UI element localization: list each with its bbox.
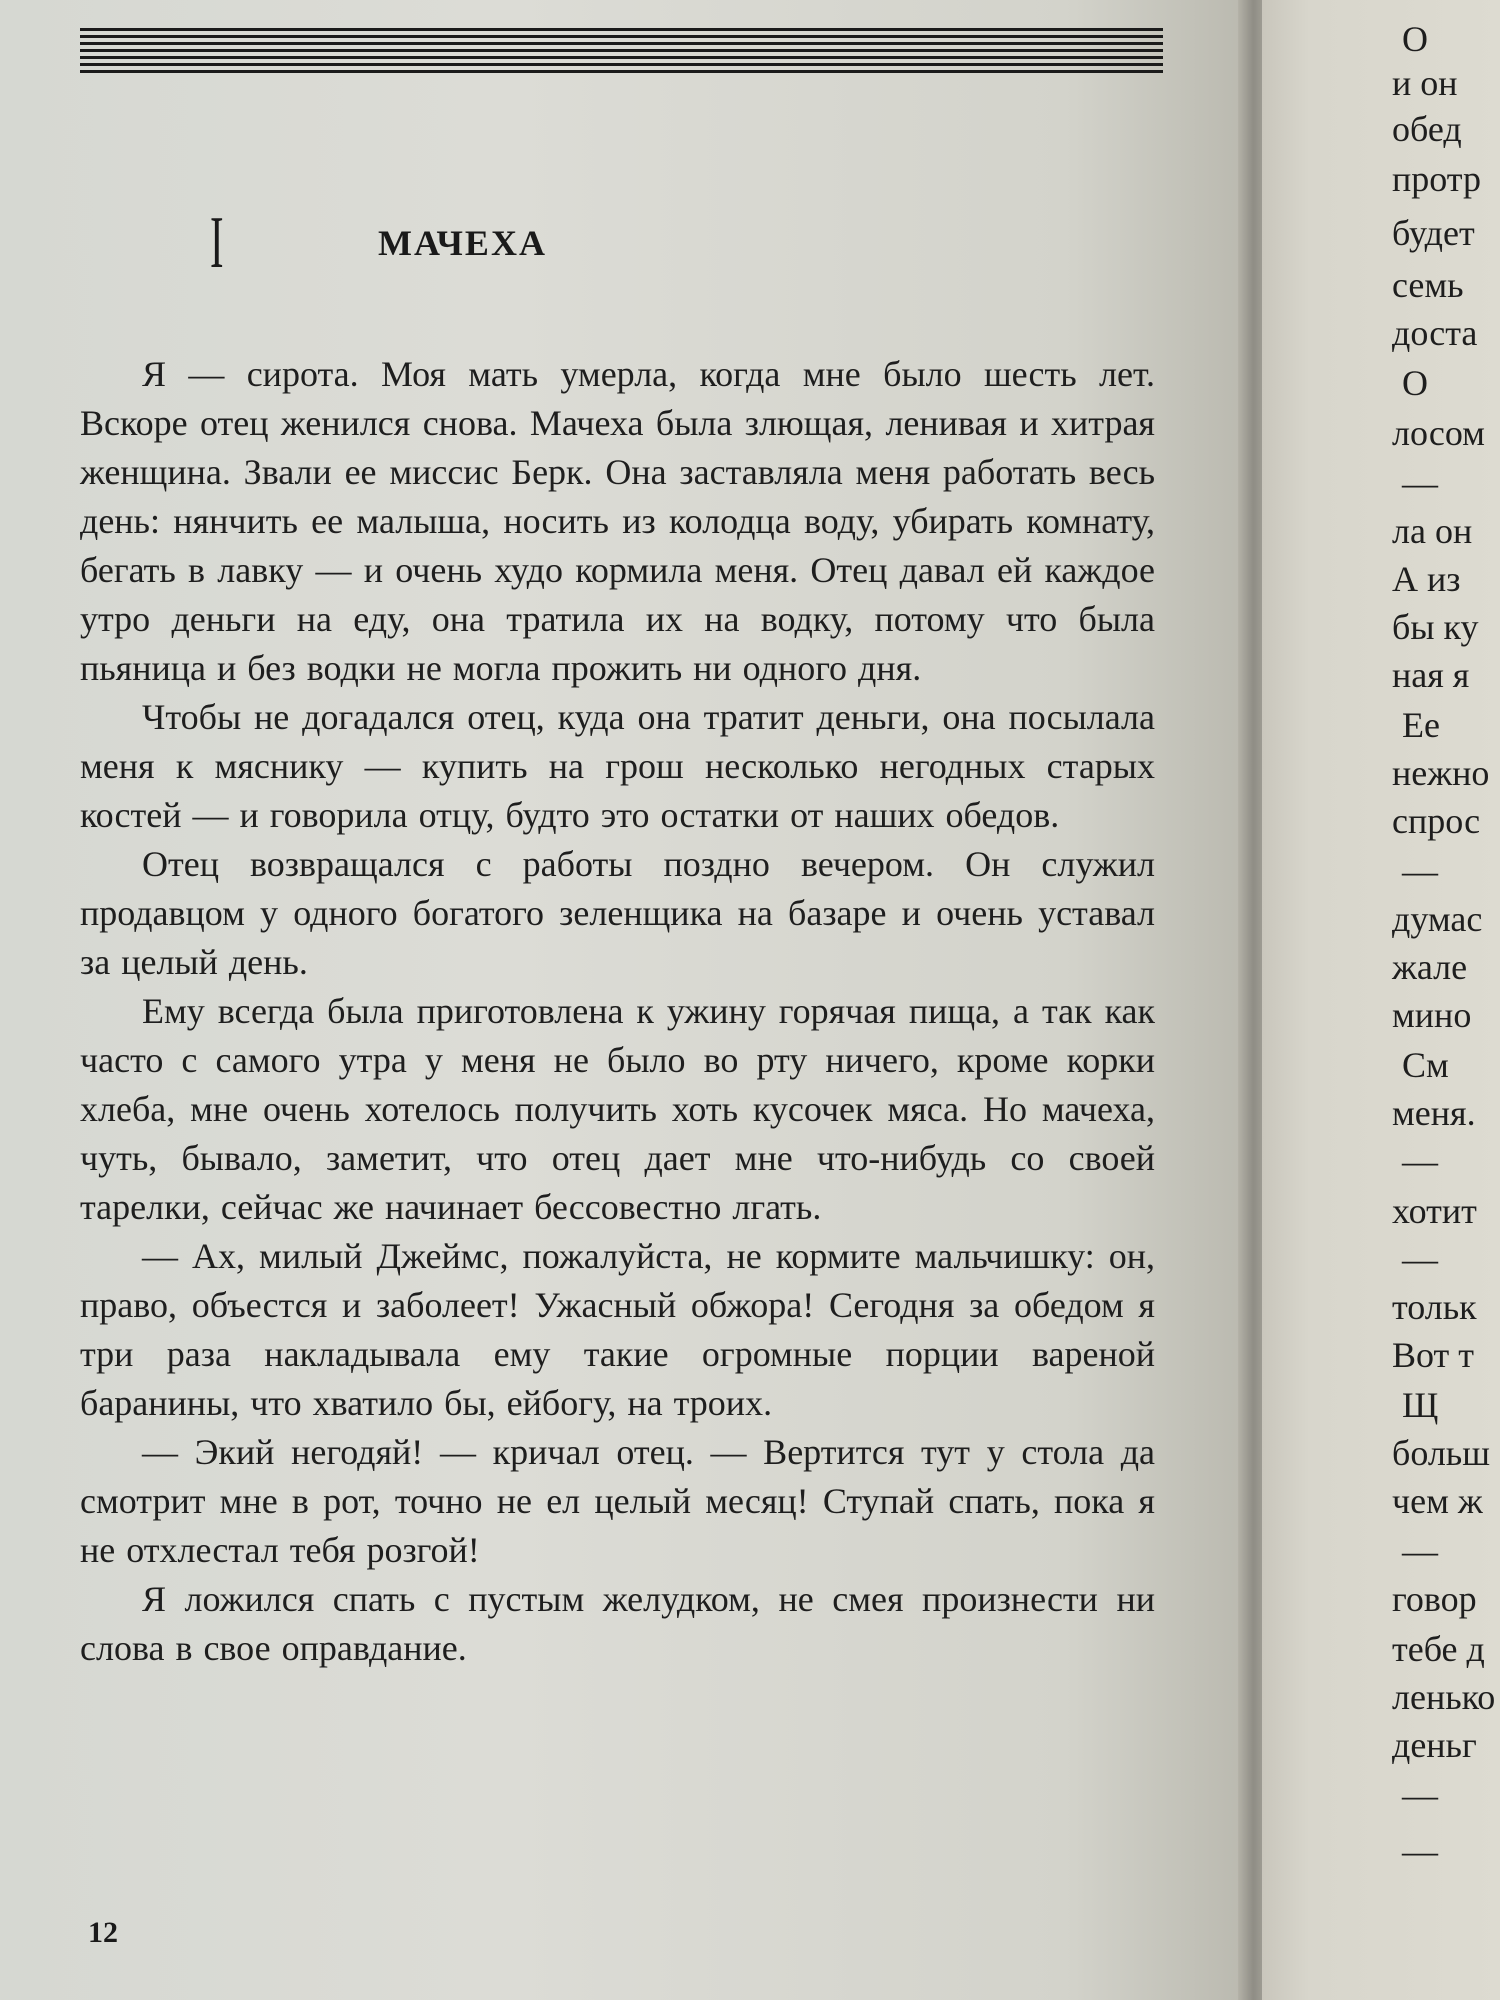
right-page-line: жале	[1392, 947, 1468, 987]
right-page-line: ленько	[1392, 1677, 1496, 1717]
right-page-line: —	[1402, 1531, 1438, 1571]
chapter-number: I	[210, 202, 224, 284]
paragraph: Отец возвращался с работы поздно вечером. Он служил продавцом у одного богатого зеленщика на базаре и очень уставал за целый день.	[80, 844, 1155, 982]
right-page	[1262, 0, 1500, 2000]
right-page-line: бы ку	[1392, 607, 1479, 647]
right-page-line: А из	[1392, 559, 1461, 599]
right-page-line: будет	[1392, 213, 1475, 253]
right-page-line: семь	[1392, 265, 1464, 305]
right-page-line: мино	[1392, 995, 1472, 1035]
right-page-line: —	[1402, 1239, 1438, 1279]
right-page-line: Вот т	[1392, 1335, 1475, 1375]
page-number: 12	[88, 1916, 118, 1949]
header-rule-lines	[80, 28, 1163, 74]
right-page-line: протр	[1392, 159, 1481, 199]
right-page-line: Щ	[1402, 1385, 1439, 1425]
right-page-line: спрос	[1392, 801, 1481, 841]
right-page-line: говор	[1392, 1579, 1477, 1619]
paragraph: — Экий негодяй! — кричал отец. — Вертится тут у стола да смотрит мне в рот, точно не ел целый месяц! Ступай спать, пока я не отхлестал тебя розгой!	[80, 1432, 1155, 1570]
right-page-line: и он	[1392, 63, 1458, 103]
right-page-line: тебе д	[1392, 1629, 1485, 1669]
right-page-line: О	[1402, 19, 1428, 59]
right-page-line: доста	[1392, 313, 1478, 353]
right-page-line: О	[1402, 363, 1428, 403]
right-page-line: хотит	[1392, 1191, 1477, 1231]
right-page-line: —	[1402, 1141, 1438, 1181]
right-page-line: ная я	[1392, 655, 1470, 695]
right-page-line: ла он	[1392, 511, 1473, 551]
right-page-line: —	[1402, 1775, 1438, 1815]
right-page-line: См	[1402, 1045, 1449, 1085]
paragraph: — Ах, милый Джеймс, пожалуйста, не кормите мальчишку: он, право, объестся и заболеет! Ужасный обжора! Сегодня за обедом я три раза накладывала ему такие огромные порции вареной баранины, что хватило бы, ейбогу, на троих.	[80, 1236, 1155, 1423]
right-page-line: нежно	[1392, 753, 1490, 793]
chapter-title: МАЧЕХА	[378, 223, 547, 263]
right-page-line: Ее	[1402, 705, 1440, 745]
paragraph: Ему всегда была приготовлена к ужину горячая пища, а так как часто с самого утра у меня не было во рту ничего, кроме корки хлеба, мне очень хотелось получить хоть кусочек мяса. Но мачеха, чуть, бывало, заметит, что отец дает мне что-нибудь со своей тарелки, сейчас же начинает бессовестно лгать.	[80, 991, 1155, 1227]
right-page-line: лосом	[1392, 413, 1485, 453]
right-page-line: больш	[1392, 1433, 1490, 1473]
paragraph: Чтобы не догадался отец, куда она тратит деньги, она посылала меня к мяснику — купить на грош несколько негодных старых костей — и говорила отцу, будто это остатки от наших обедов.	[80, 697, 1155, 835]
right-page-line: —	[1402, 463, 1438, 503]
right-page-line: обед	[1392, 109, 1462, 149]
right-page-line: тольк	[1392, 1287, 1477, 1327]
right-page-line: —	[1402, 1831, 1438, 1871]
right-page-line: думас	[1392, 899, 1483, 939]
paragraph: Я — сирота. Моя мать умерла, когда мне было шесть лет. Вскоре отец женился снова. Мачеха была злющая, ленивая и хитрая женщина. Звали ее миссис Берк. Она заставляла меня работать весь день: нянчить ее малыша, носить из колодца воду, убирать комнату, бегать в лавку — и очень худо кормила меня. Отец давал ей каждое утро деньги на еду, она тратила их на водку, потому что была пьяница и без водки не могла прожить ни одного дня.	[80, 354, 1155, 688]
right-page-line: меня.	[1392, 1093, 1476, 1133]
right-page-line: чем ж	[1392, 1481, 1483, 1521]
right-page-line: деньг	[1392, 1725, 1477, 1765]
right-page-line: —	[1402, 851, 1438, 891]
paragraph: Я ложился спать с пустым желудком, не смея произнести ни слова в свое оправдание.	[80, 1579, 1155, 1668]
body-text	[80, 350, 1155, 1673]
